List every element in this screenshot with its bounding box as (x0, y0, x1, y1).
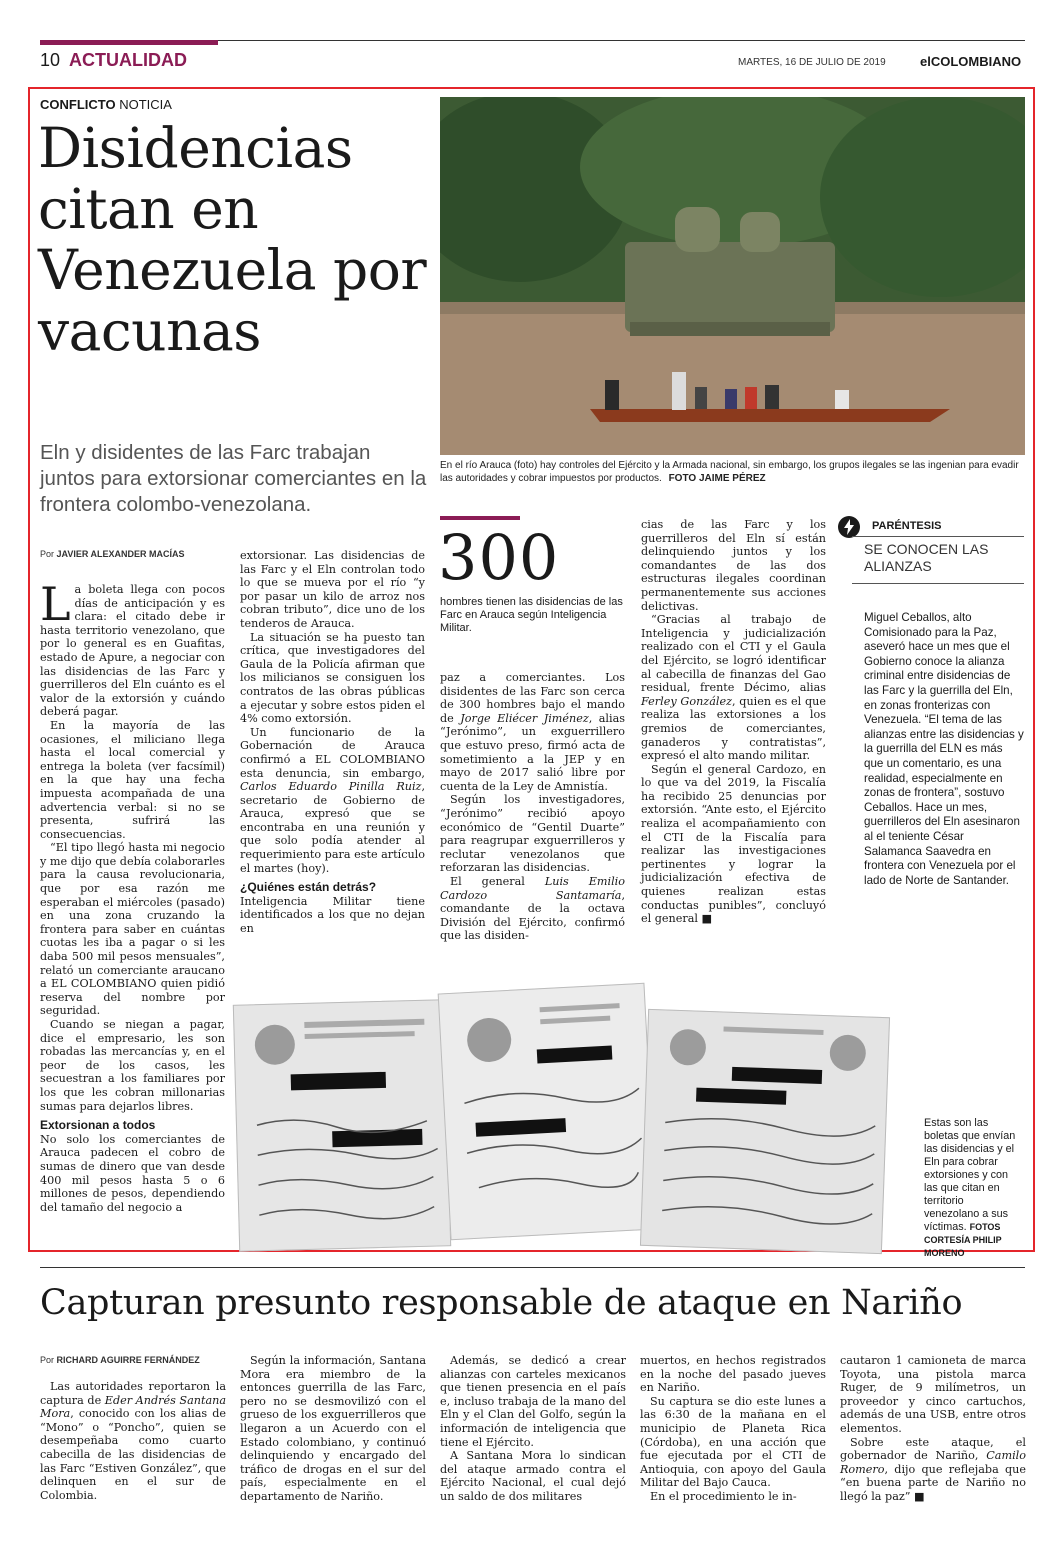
second-column-4 (640, 1354, 826, 1504)
boat-illustration (440, 97, 1025, 455)
paragraph: En la mayoría de las ocasiones, el miliciano llega hasta el local comercial y entrega la boleta (ver facsímil) en la que hay una fecha impuesta acompañada de una advertencia verbal: si no se presenta, sufrirá las consecuencias. (40, 718, 225, 841)
sidebar-text: Miguel Ceballos, alto Comisionado para la Paz, aseveró hace un mes que el Gobierno conoce la alianza criminal entre disidencias de las Farc y la guerrilla del Eln, en zonas fronterizas con Venezuela. “El tema de las alianzas entre las disidencias y la guerrilla del ELN es más que un comentario, es una realidad, especialmente en zonas de frontera”, sostuvo Ceballos. Hace un mes, guerrilleros del Eln asesinaron al el teniente César Salamanca Saavedra en frontera con Venezuela por el lado de Norte de Santander. (864, 611, 1024, 887)
note-scribbles (234, 1000, 450, 1250)
paragraph: “El tipo llegó hasta mi negocio y me dijo que debía colaborarles para la causa revolucionaria, que por esa razón me esperaban el miércoles (pasado) en una zona cruzando la frontera para saber en cuántas cuotas les iba a pagar o si les daba 500 mil pesos mensuales”, relató un comerciante araucano a EL COLOMBIANO quien pidió reserva del nombre por seguridad. (40, 841, 225, 1018)
newspaper-logo: elCOLOMBIANO (920, 54, 1022, 69)
paragraph: “Gracias al trabajo de Inteligencia y judicialización realizado con el CTI y el Gaula del Ejército, se logró identificar al cabecilla de finanzas del Gao residual, frente Décimo, alias Ferley González, quien es el que realiza las extorsiones a los gremios de comerciantes, ganaderos y contratistas”, expresó el alto mando militar. (641, 613, 826, 763)
paragraph: Según el general Cardozo, en lo que va del 2019, la Fiscalía ha recibido 25 denuncias por extorsión. “Ante esto, el Ejército realiza el acompañamiento con el CTI de la Fiscalía para realizar las investigaciones pertinentes y lograr la judicialización efectiva de quienes realizan estas conductas punibles”, concluyó el general ■ (641, 762, 826, 926)
paragraph: En el procedimiento le in- (650, 1489, 797, 1503)
extortion-note-2 (438, 983, 658, 1240)
kicker: CONFLICTO NOTICIA (40, 97, 172, 112)
drop-cap: L (40, 577, 71, 631)
note-scribbles (439, 984, 657, 1239)
river-photo (440, 97, 1025, 455)
facsimile-caption: Estas son las boletas que envían las disidencias y el Eln para cobrar extorsiones y con las que citan en territorio venezolano a sus víctimas. FOTOS CORTESÍA PHILIP MORENO (924, 1117, 1016, 1258)
paragraph: Un funcionario de la Gobernación de Arauca confirmó a EL COLOMBIANO esta denuncia, sin embargo, Carlos Eduardo Pinilla Ruiz, secretario de Gobierno de Arauca, expresó que se encontraba en una reunión y que solo podía atender al requerimiento para este artículo el martes (hoy). (240, 725, 425, 875)
lightning-icon (838, 516, 860, 538)
second-byline: Por RICHARD AGUIRRE FERNÁNDEZ (40, 1355, 200, 1365)
extortion-note-3 (640, 1009, 890, 1254)
end-mark: ■ (701, 912, 713, 926)
sidebar-rule (852, 536, 1024, 537)
end-mark: ■ (914, 1489, 925, 1503)
dek: Eln y disidentes de las Farc trabajan juntos para extorsionar comerciantes en la frontera colombo-venezolana. (40, 441, 427, 516)
second-column-2 (240, 1354, 426, 1504)
paragraph: Inteligencia Militar tiene identificados a los que no dejan en (240, 894, 425, 936)
paragraph: Sobre este ataque, el gobernador de Nariño, Camilo Romero, dijo que reflejaba que “en buena parte de Nariño no llegó la paz” ■ (840, 1435, 1026, 1503)
article-column-3 (440, 671, 625, 943)
extortion-note-1 (233, 999, 451, 1251)
paragraph: El general Luis Emilio Cardozo Santamaría, comandante de la octava División del Ejército, confirmó que las disiden- (440, 874, 625, 943)
paragraph: cautaron 1 camioneta de marca Toyota, una pistola marca Ruger, de 9 milímetros, un proveedor y cinco cartuchos, además de una USB, entre otros elementos. (840, 1354, 1026, 1435)
paragraph: A Santana Mora lo sindican del ataque armado contra el Ejército Nacional, el cual dejó un saldo de dos militares (440, 1449, 626, 1503)
paragraph: muertos, en hechos registrados en la noche del pasado jueves en Nariño. (640, 1354, 826, 1395)
paragraph: Su captura se dio este lunes a las 6:30 de la mañana en el municipio de Planeta Rica (Córdoba), en una acción que fue ejecutada por el CTI de Antioquia, con apoyo del Gaula Militar del Bajo Cauca. (640, 1394, 826, 1490)
article-column-1 (40, 577, 225, 1214)
section-label: ACTUALIDAD (69, 50, 188, 70)
paragraph: No solo los comerciantes de Arauca padecen el cobro de sumas de dinero que van desde 400 mil pesos hasta 5 o 6 millones de pesos, dependiendo del tamaño del negocio a (40, 1132, 225, 1214)
issue-date: MARTES, 16 DE JULIO DE 2019 (738, 57, 886, 68)
note-scribbles (641, 1010, 889, 1253)
headline: Disidencias citan en Venezuela por vacunas (38, 116, 427, 363)
paragraph: La boleta llega con pocos días de anticipación y es clara: el citado debe ir hasta territorio venezolano, que por lo general es en Guafitas, estado de Apure, a negociar con las disidencias de las Farc y guerrilleros del Eln cuánto es el valor de la extorsión y cuándo deberá pagar. (40, 577, 225, 719)
sidebar-title: SE CONOCEN LAS ALIANZAS (864, 541, 989, 574)
paragraph: Según los investigadores, “Jerónimo” recibió apoyo económico de “Gentil Duarte” para reagrupar exguerrilleros y reclutar venezolanos que reforzaran las disidencias. (440, 793, 625, 875)
paragraph: extorsionar. Las disidencias de las Farc y el Eln controlan todo lo que se mueva por el río “y por pasar un kilo de arroz nos cobran tributo”, dice uno de los tenderos de Arauca. (240, 549, 425, 630)
article-column-2 (240, 549, 425, 936)
page-header (40, 50, 187, 71)
second-column-1 (40, 1380, 226, 1502)
facsimile-credit: FOTOS CORTESÍA PHILIP MORENO (924, 1222, 1002, 1258)
byline: Por JAVIER ALEXANDER MACÍAS (40, 549, 185, 559)
paragraph: Cuando se niegan a pagar, dice el empresario, les son robadas las mercancías y, en el peor de los casos, les secuestran a los familiares por los que les cobran millonarias sumas para dejarlos libres. (40, 1018, 225, 1113)
page-number: 10 (40, 50, 61, 70)
section-divider (40, 1267, 1025, 1268)
subheading: Extorsionan a todos (40, 1118, 156, 1133)
second-column-3 (440, 1354, 626, 1504)
paragraph: paz a comerciantes. Los disidentes de las Farc son cerca de 300 hombres bajo el mando de Jorge Eliécer Jiménez, alias “Jerónimo”, un exguerrillero que estuvo preso, firmó acta de sometimiento a la JEP y en mayo de 2017 salió libre por cuenta de la Ley de Amnistía. (440, 671, 625, 793)
photo-caption: En el río Arauca (foto) hay controles del Ejército y la Armada nacional, sin embargo, los grupos ilegales se las ingenian para evadir las autoridades y cobrar impuestos por productos. FOTO JAIME PÉREZ (440, 460, 1019, 484)
stat-caption: hombres tienen las disidencias de las Farc en Arauca según Inteligencia Militar. (440, 596, 623, 634)
second-column-5 (840, 1354, 1026, 1504)
paragraph: La situación se ha puesto tan crítica, que investigadores del Gaula de la Policía afirman que los milicianos se consiguen los contratos de las obras públicas a ejecutar y sobre estos piden el 4% como extorsión. (240, 630, 425, 726)
sidebar-rule (852, 583, 1024, 584)
stat-number: 300 (438, 521, 560, 594)
photo-credit: FOTO JAIME PÉREZ (668, 472, 766, 484)
paragraph: Además, se dedicó a crear alianzas con carteles mexicanos que tienen presencia en el país e, incluso trabaja de la mano del Eln y el Clan del Golfo, según la información de inteligencia que tiene el Ejército. (440, 1354, 626, 1449)
sidebar-label: PARÉNTESIS (872, 520, 942, 532)
paragraph: Las autoridades reportaron la captura de Eder Andrés Santana Mora, conocido con los alias de “Mono” o “Poncho”, quien se desempeñaba como cuarto cabecilla de las disidencias de las Farc “Estiven González”, que delinquen en el sur de Colombia. (40, 1380, 226, 1502)
paragraph: cias de las Farc y los guerrilleros del Eln sí están delinquiendo juntos y los comandantes de las dos estructuras ilegales coordinan permanentemente sus acciones delictivas. (641, 518, 826, 613)
second-headline: Capturan presunto responsable de ataque en Nariño (40, 1283, 963, 1323)
stat-accent-bar (440, 516, 520, 520)
subheading: ¿Quiénes están detrás? (240, 880, 377, 895)
article-column-4 (641, 518, 826, 926)
paragraph: Según la información, Santana Mora era miembro de la entonces guerrilla de las Farc, pero no se desmovilizó con el grueso de los exguerrilleros que llegaron a un Acuerdo con el Estado colombiano, y continuó delinquiendo y encargado del tráfico de drogas en el sur del país, especialmente en el departamento de Nariño. (240, 1354, 426, 1503)
section-accent-bar (40, 40, 218, 45)
